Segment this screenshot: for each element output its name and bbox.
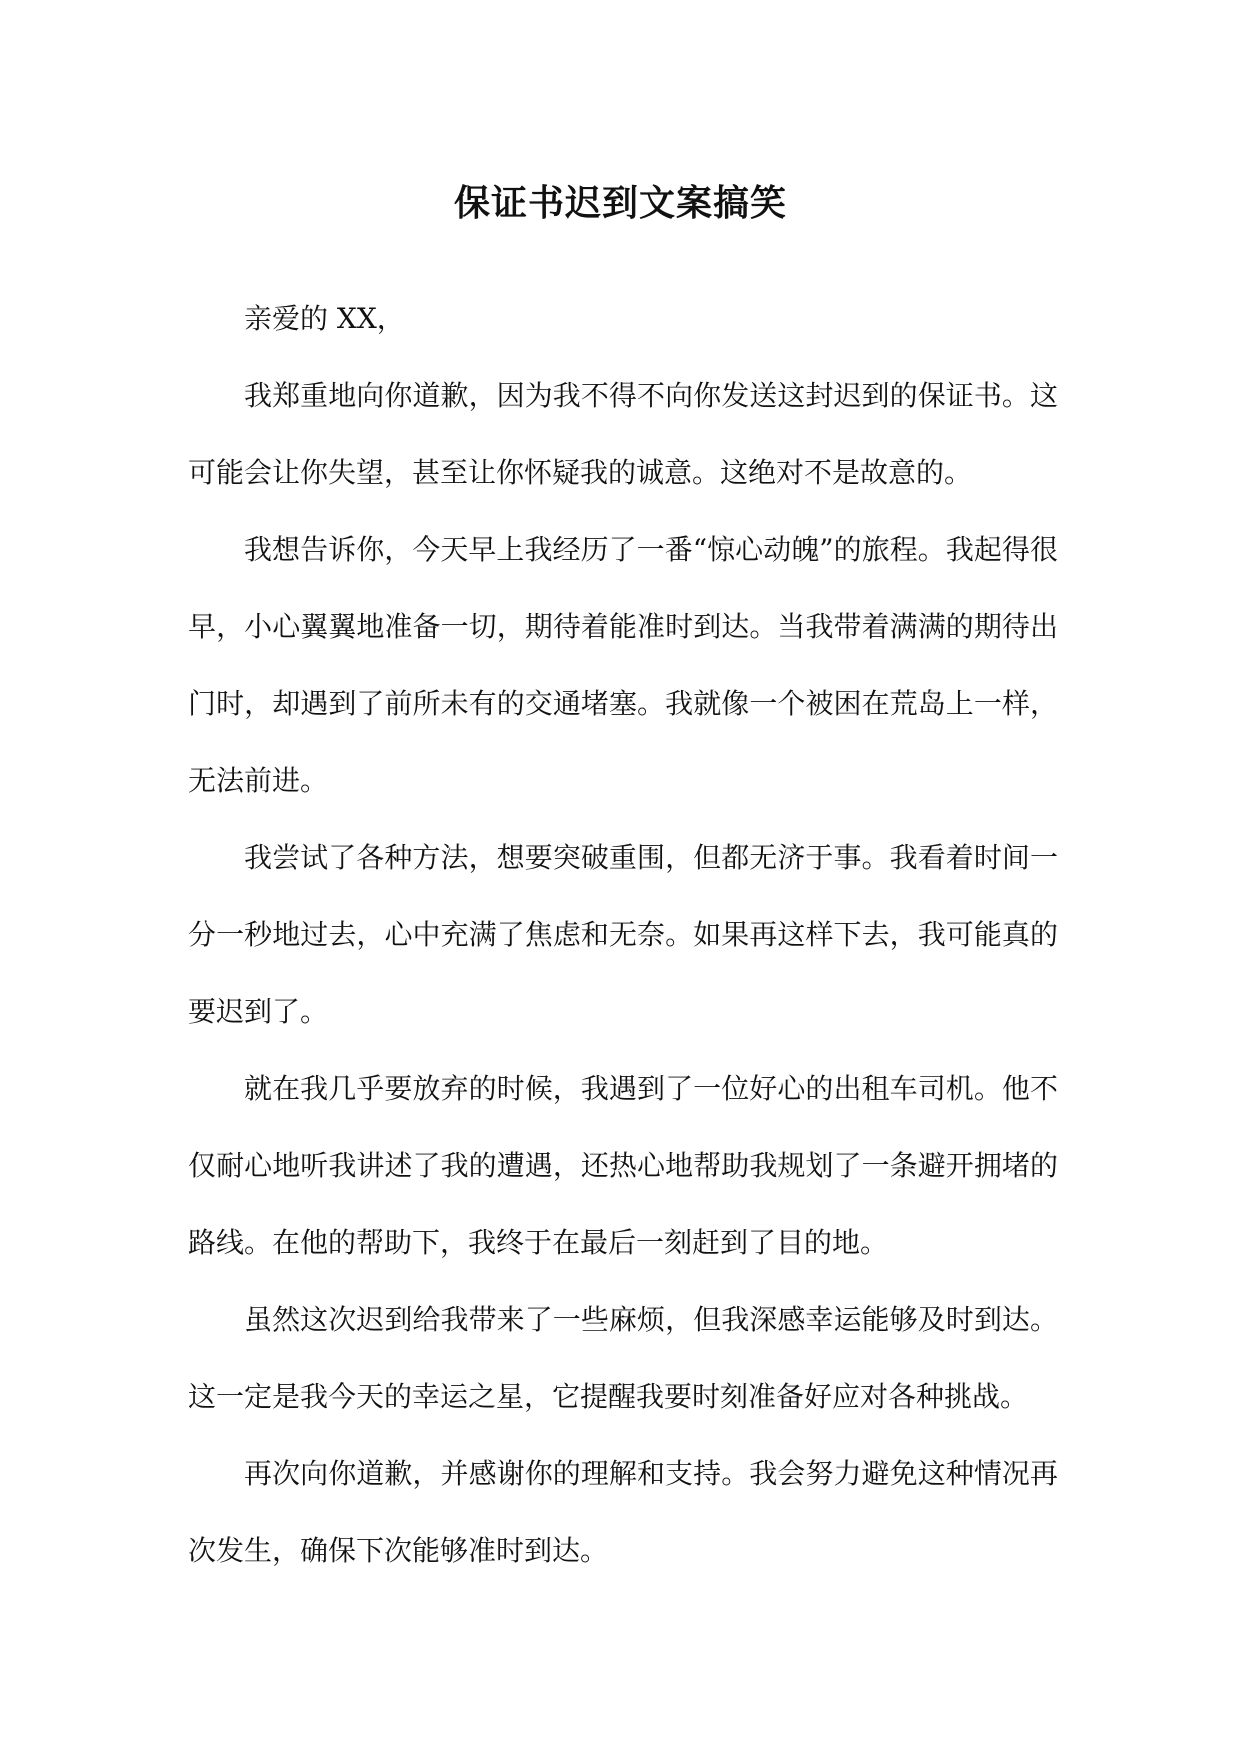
document-body [188,280,1058,1589]
document-title: 保证书迟到文案搞笑 [453,183,787,224]
paragraph-apology: 我郑重地向你道歉，因为我不得不向你发送这封迟到的保证书。这可能会让你失望，甚至让你怀疑我的诚意。这绝对不是故意的。 [188,379,1058,489]
paragraph-attempts: 我尝试了各种方法，想要突破重围，但都无济于事。我看着时间一分一秒地过去，心中充满了焦虑和无奈。如果再这样下去，我可能真的要迟到了。 [188,841,1058,1028]
paragraph-lucky-star: 虽然这次迟到给我带来了一些麻烦，但我深感幸运能够及时到达。这一定是我今天的幸运之星，它提醒我要时刻准备好应对各种挑战。 [188,1303,1058,1413]
greeting-paragraph: 亲爱的 XX， [244,302,405,335]
paragraph-taxi-driver: 就在我几乎要放弃的时候，我遇到了一位好心的出租车司机。他不仅耐心地听我讲述了我的遭遇，还热心地帮助我规划了一条避开拥堵的路线。在他的帮助下，我终于在最后一刻赶到了目的地。 [188,1072,1058,1259]
paragraph-closing: 再次向你道歉，并感谢你的理解和支持。我会努力避免这种情况再次发生，确保下次能够准时到达。 [188,1457,1058,1567]
paragraph-journey: 我想告诉你，今天早上我经历了一番“惊心动魄”的旅程。我起得很早，小心翼翼地准备一切，期待着能准时到达。当我带着满满的期待出门时，却遇到了前所未有的交通堵塞。我就像一个被困在荒岛上一样，无法前进。 [188,533,1058,797]
